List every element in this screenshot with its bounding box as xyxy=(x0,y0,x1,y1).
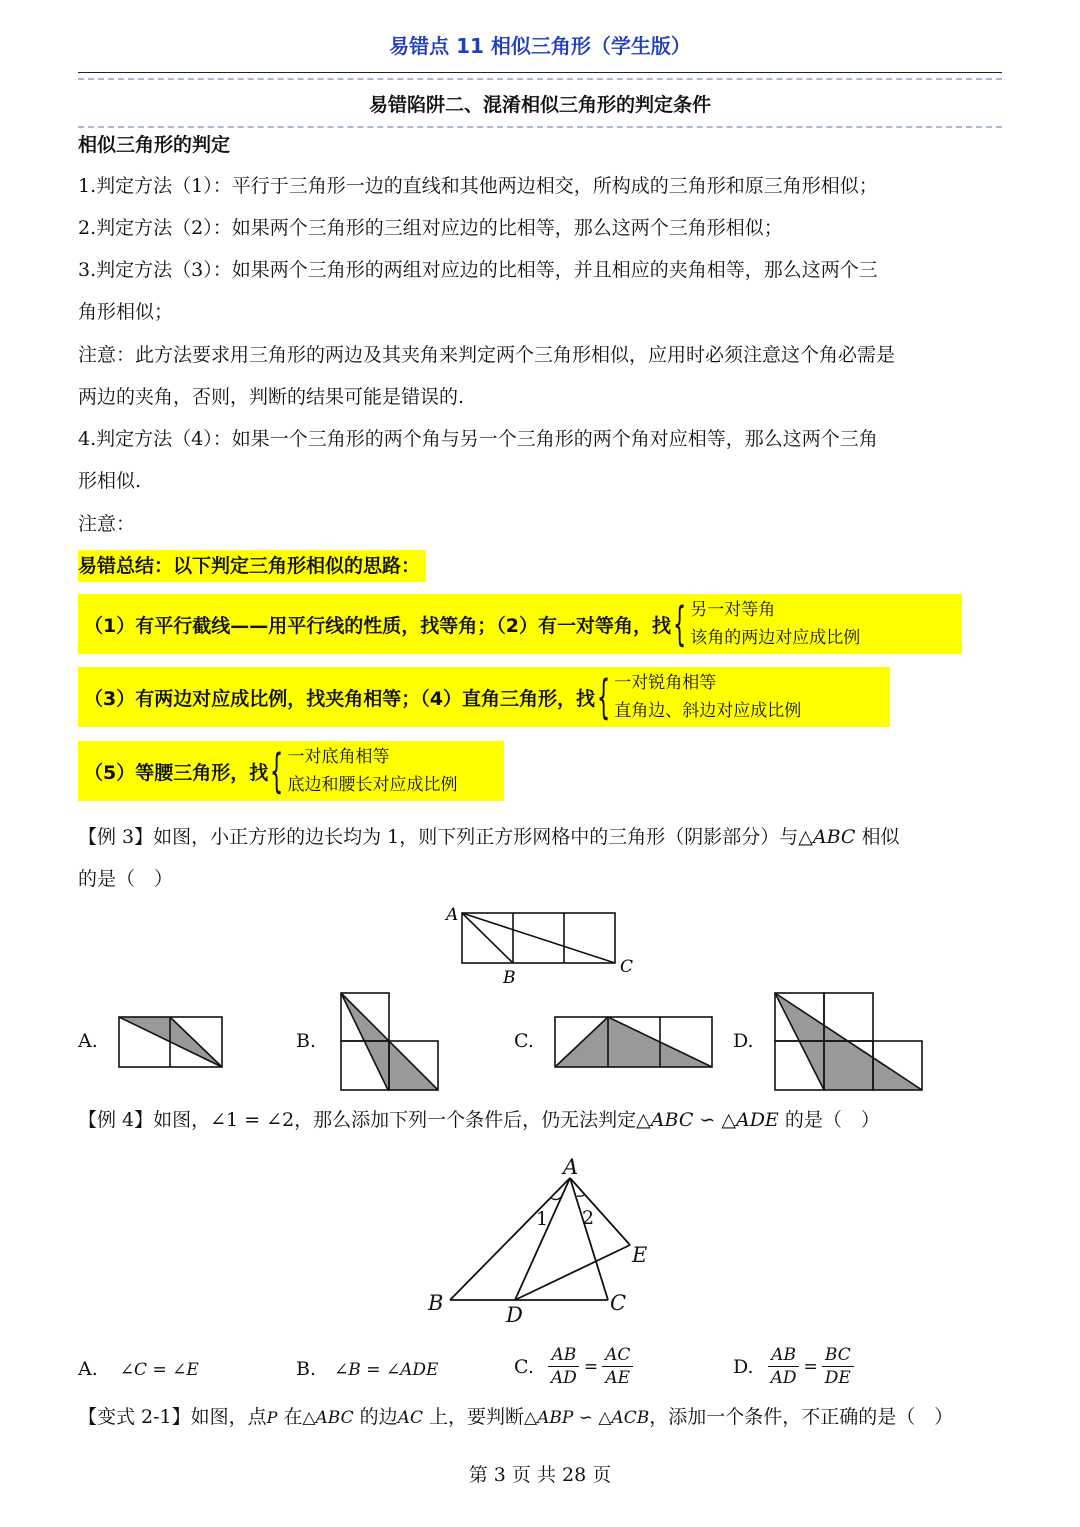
example4-option-c xyxy=(514,1344,633,1389)
option-c-label: C. xyxy=(514,1355,534,1378)
point-label-c: C xyxy=(620,957,634,977)
angle-label-1: 1 xyxy=(536,1208,549,1230)
side-ac xyxy=(462,913,615,963)
variant-text-2: 在 xyxy=(277,1406,303,1428)
document-header-title: 易错点 11 相似三角形（学生版） xyxy=(389,34,691,58)
numerator: AC xyxy=(602,1344,633,1367)
option-d-label: D. xyxy=(733,1355,754,1378)
option-a-figure xyxy=(115,1012,227,1072)
equals-sign: = xyxy=(803,1356,818,1377)
option-b-figure xyxy=(336,988,446,1096)
summary-box-3-brace-group xyxy=(270,743,457,799)
point-label-c: C xyxy=(610,1291,627,1315)
summary-box-1 xyxy=(78,594,962,654)
option-a-label: A. xyxy=(78,1030,98,1052)
summary-title: 易错总结：以下判定三角形相似的思路： xyxy=(78,550,426,582)
side-ac xyxy=(570,1178,608,1300)
brace-line: 一对锐角相等 xyxy=(614,673,717,693)
example4-question xyxy=(78,1099,1002,1141)
point-label-a: A xyxy=(446,905,459,925)
example3-question-line1 xyxy=(78,816,1002,858)
brace-icon: { xyxy=(597,670,611,724)
summary-box-2-brace-group xyxy=(597,669,801,725)
header-rule xyxy=(78,72,1002,73)
variant-text-4: 上，要判断 xyxy=(422,1406,525,1428)
example3-main-figure xyxy=(440,900,640,990)
brace-icon: { xyxy=(673,597,687,651)
variant-text-end: ，添加一个条件，不正确的是（ ） xyxy=(649,1406,954,1428)
page-footer: 第 3 页 共 28 页 xyxy=(468,1464,612,1486)
option-a-label: A. xyxy=(78,1358,98,1380)
summary-box-1-brace-group xyxy=(673,596,860,652)
point-label-e: E xyxy=(632,1243,648,1267)
example3-text: 【例 3】如图，小正方形的边长均为 1，则下列正方形网格中的三角形（阴影部分）与 xyxy=(78,826,799,848)
fraction xyxy=(822,1344,854,1389)
point-label-d: D xyxy=(506,1303,523,1327)
fraction xyxy=(602,1344,633,1389)
summary-box-3-text: （5）等腰三角形，找 xyxy=(84,761,269,784)
example4-text-end: 的是（ ） xyxy=(778,1109,880,1131)
denominator: AD xyxy=(770,1368,797,1388)
triangle-abc: △ABC xyxy=(302,1408,354,1428)
denominator: AE xyxy=(605,1368,631,1388)
similarity-relation: △ABC ∽ △ADE xyxy=(636,1109,779,1131)
option-b-label: B. xyxy=(296,1358,317,1380)
variant-text: 【变式 2-1】如图，点 xyxy=(78,1406,267,1428)
dashed-rule-bottom xyxy=(78,126,1002,128)
point-p: P xyxy=(266,1408,278,1427)
summary-box-3 xyxy=(78,741,504,801)
paragraph-method-4-line1: 4.判定方法（4）：如果一个三角形的两个角与另一个三角形的两个角对应相等，那么这两个三角 xyxy=(78,428,878,450)
denominator: DE xyxy=(824,1368,851,1388)
denominator: AD xyxy=(550,1368,577,1388)
paragraph-note-empty: 注意： xyxy=(78,513,136,535)
fraction xyxy=(548,1344,580,1389)
shaded-triangle xyxy=(555,1017,712,1067)
angle-condition: ∠1 = ∠2 xyxy=(210,1109,295,1131)
example3-text-end: 相似 xyxy=(855,826,900,848)
point-label-b: B xyxy=(428,1291,444,1315)
variant-text-3: 的边 xyxy=(353,1406,398,1428)
point-label-a: A xyxy=(563,1155,579,1179)
subheading: 相似三角形的判定 xyxy=(78,134,231,156)
example4-text: 【例 4】如图， xyxy=(78,1109,211,1131)
brace-line: 另一对等角 xyxy=(690,600,776,620)
example4-figure xyxy=(420,1150,660,1330)
paragraph-method-1: 1.判定方法（1）：平行于三角形一边的直线和其他两边相交，所构成的三角形和原三角形相似； xyxy=(78,175,878,197)
triangle-abc: △ABC xyxy=(798,826,856,848)
brace-line: 直角边、斜边对应成比例 xyxy=(614,701,802,721)
numerator: AB xyxy=(548,1344,579,1367)
example3-question-line2: 的是（ ） xyxy=(78,868,174,890)
brace-line: 该角的两边对应成比例 xyxy=(690,628,861,648)
fraction xyxy=(768,1344,800,1389)
example4-option-b xyxy=(296,1348,496,1391)
brace-line: 底边和腰长对应成比例 xyxy=(287,775,458,795)
summary-box-2-text: （3）有两边对应成比例，找夹角相等；（4）直角三角形，找 xyxy=(84,687,595,710)
option-d-label: D. xyxy=(733,1030,754,1052)
summary-box-2 xyxy=(78,667,890,727)
option-b-label: B. xyxy=(296,1030,317,1052)
segment-ae xyxy=(570,1178,630,1245)
option-d-figure xyxy=(770,988,930,1096)
paragraph-note-line2: 两边的夹角，否则，判断的结果可能是错误的. xyxy=(78,386,465,408)
option-b-expression: ∠B = ∠ADE xyxy=(334,1360,439,1380)
paragraph-method-3-line1: 3.判定方法（3）：如果两个三角形的两组对应边的比相等，并且相应的夹角相等，那么这两个三 xyxy=(78,259,878,281)
brace-line: 一对底角相等 xyxy=(287,747,390,767)
numerator: BC xyxy=(822,1344,854,1367)
paragraph-method-2: 2.判定方法（2）：如果两个三角形的三组对应边的比相等，那么这两个三角形相似； xyxy=(78,217,783,239)
summary-box-1-text: （1）有平行截线——用平行线的性质，找等角；（2）有一对等角，找 xyxy=(84,614,671,637)
variant-2-1-question xyxy=(78,1396,1002,1439)
dashed-rule-top xyxy=(78,78,1002,80)
angle-label-2: 2 xyxy=(582,1207,595,1229)
option-a-expression: ∠C = ∠E xyxy=(119,1360,199,1380)
side-ac: AC xyxy=(397,1408,423,1428)
paragraph-method-4-line2: 形相似. xyxy=(78,470,142,492)
similarity-relation: △ABP ∽ △ACB xyxy=(524,1408,650,1428)
point-label-b: B xyxy=(503,968,516,988)
example4-option-a xyxy=(78,1348,278,1391)
paragraph-method-3-line2: 角形相似； xyxy=(78,301,174,323)
numerator: AB xyxy=(768,1344,799,1367)
example4-text-mid: ，那么添加下列一个条件后，仍无法判定 xyxy=(294,1109,637,1131)
example4-option-d xyxy=(733,1344,854,1389)
option-c-label: C. xyxy=(514,1030,534,1052)
brace-icon: { xyxy=(270,744,284,798)
section-title: 易错陷阱二、混淆相似三角形的判定条件 xyxy=(368,94,711,116)
paragraph-note-line1: 注意：此方法要求用三角形的两边及其夹角来判定两个三角形相似，应用时必须注意这个角必需是 xyxy=(78,344,896,366)
option-c-figure xyxy=(551,1012,717,1072)
equals-sign: = xyxy=(583,1356,599,1377)
